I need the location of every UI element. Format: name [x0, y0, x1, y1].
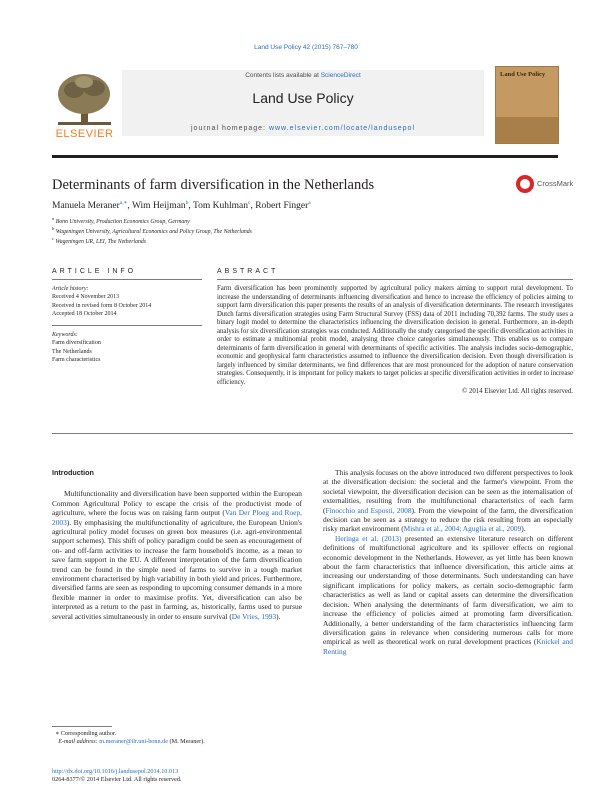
contents-available-line [122, 72, 484, 79]
author-separator: , [188, 201, 193, 212]
author-affiliation-marker[interactable]: c [248, 200, 251, 206]
abstract-text: Farm diversification has been prominently supported by agricultural policy makers aiming to support rural development. To increase the understanding of determinants influencing diversification and hence to increase the efficiency of policies aiming to support farm diversification this paper presents the results of an analysis of diversification determinants. The research investigates Dutch farms diversification strategies using Farm Structural Survey (FSS) data of 2011 including 70,392 farms. The study uses a binary logit model to determine the characteristics influencing the diversification decision in general. Furthermore, an in-depth analysis for six diversification strategies was conducted. Additionally the study categorised the specific diversification activities in order to estimate a multinomial probit model, analysing three choice categories simultaneously. This enables us to compare determinants of farm diversification in general with determinants of specific activities. The analysis includes socio-demographic, economic and geophysical farm characteristics assumed to influence the diversification decision. Even though diversification is largely influenced by similar determinants, we find differences that are most pronounced for the adoption of nature conservation strategies. Consequently, it is important for policy makers to target policies at specific diversification activities in order to increase efficiency. [217, 285, 573, 387]
crossmark-button[interactable] [516, 175, 574, 193]
author-separator: , [250, 201, 256, 212]
journal-homepage-line [122, 125, 484, 132]
publisher-logo-text: ELSEVIER [55, 128, 114, 140]
doi-block [52, 768, 302, 784]
footnote-rule [52, 726, 112, 727]
body-paragraph [323, 468, 573, 534]
affiliation-marker: b [52, 226, 55, 231]
article-info-rule [52, 279, 202, 280]
journal-citation[interactable]: Land Use Policy 42 (2015) 767–780 [254, 44, 358, 51]
footnote-marker: ∗ [55, 730, 60, 737]
journal-header-box [122, 70, 484, 136]
contents-text: Contents lists available at [245, 72, 321, 79]
section-heading-introduction: Introduction [52, 468, 94, 477]
paragraph-text: presented an extensive literature research on different definitions of multifunctional agriculture and its spillover effects on regional economic development in the Netherlands. However, as yet little has been known about the farm characteristics that influence diversification, this article aims at increasing our understanding of those determinants. Such understanding can have significant implications for policy makers, as certain socio-demographic farm characteristics as well as land or capital assets can determine the diversification decision. When analysing the determinants of farm diversification, we aim to increase the efficiency of policies aimed at promoting farm diversification. Additionally, a better understanding of the farm characteristics influencing farm diversification gains in relevance when considering numerous calls for more empirical as well as theoretical work on rural development practices ( [323, 533, 573, 647]
history-item: Received 4 November 2013 [52, 294, 120, 301]
journal-cover-thumbnail[interactable] [495, 66, 559, 144]
header-rule [52, 155, 558, 158]
keyword-item: Farm diversification [52, 340, 101, 347]
paragraph-text: Multifunctionality and diversification have been supported within the European Common Agricultural Policy to escape the crisis of the productivist mode of agriculture, where the focus was on raising farm output ( [52, 489, 302, 518]
homepage-label: journal homepage: [191, 125, 269, 132]
keyword-item: The Netherlands [52, 348, 92, 355]
author-affiliation-marker[interactable]: a [308, 200, 311, 206]
history-label: Article history: [52, 286, 89, 292]
paragraph-text: ). From the viewpoint of the farm, the diversification decision can be seen as a strategy to reduce the risk resulting from an especially risky market environment ( [323, 505, 573, 534]
affiliation-marker: a [52, 216, 55, 221]
author-name[interactable]: Manuela Meraner [52, 201, 120, 212]
abstract-heading: ABSTRACT [217, 268, 279, 275]
article-history [52, 285, 202, 319]
journal-banner [52, 70, 557, 150]
abstract-body [217, 285, 573, 396]
cover-title: Land Use Policy [500, 71, 546, 78]
doi-link[interactable]: http://dx.doi.org/10.1016/j.landusepol.2014.10.013 [52, 768, 179, 775]
affiliation [52, 226, 252, 235]
footnote-text: Corresponding author. [60, 730, 117, 737]
abstract-bottom-rule [52, 433, 573, 434]
citation-link[interactable]: De Vries, 1993 [231, 611, 277, 621]
crossmark-icon [516, 175, 534, 193]
author-affiliation-marker[interactable]: a,∗ [119, 200, 128, 206]
email-suffix: (M. Meraner). [167, 738, 205, 745]
email-label: E-mail address: [58, 738, 100, 745]
author-list [52, 200, 311, 211]
affiliation-marker: c [52, 236, 54, 241]
author-affiliation-marker[interactable]: b [185, 200, 189, 206]
history-item: Received in revised form 8 October 2014 [52, 302, 152, 309]
left-column [52, 468, 302, 621]
abstract-copyright: © 2014 Elsevier Ltd. All rights reserved. [462, 387, 573, 395]
article-info-heading: ARTICLE INFO [52, 268, 137, 275]
article-title: Determinants of farm diversification in the Netherlands [52, 177, 375, 193]
body-paragraph [52, 489, 302, 621]
author-name[interactable]: Robert Finger [255, 201, 309, 212]
author-name[interactable]: Wim Heijman [131, 201, 186, 212]
citation-link[interactable]: Knickel and Renting [323, 637, 573, 656]
homepage-link[interactable]: www.elsevier.com/locate/landusepol [268, 125, 415, 132]
history-item: Accepted 18 October 2014 [52, 311, 117, 318]
sciencedirect-link[interactable]: ScienceDirect [320, 72, 361, 79]
affiliation [52, 236, 146, 245]
citation-link[interactable]: Heringa et al. (2013) [335, 533, 402, 543]
corresponding-author-footnote [52, 730, 302, 746]
affiliation-text: Wageningen University, Agricultural Economics and Policy Group, The Netherlands [55, 228, 252, 235]
affiliation [52, 216, 190, 225]
abstract-rule [217, 279, 573, 280]
keyword-item: Farm characteristics [52, 357, 101, 364]
citation-link[interactable]: Mishra et al., 2004; Aguglia et al., 2009 [403, 524, 522, 534]
keywords-rule [52, 325, 202, 326]
paragraph-text: ). [521, 524, 526, 534]
footnote-line [52, 730, 302, 738]
paragraph-text: ). By emphasising the multifunctionality of agriculture, the European Union's agricultural policy model focuses on green box measures (i.e. agri-environmental support schemes). This shift of policy paradigm could be seen as encouragement of on- and off-farm activities to increase the farm household's income, as a mean to save farm support in the EU. A different interpretation of the farm diversification trend can be found in the simple need of farms to survive in a tough market environment characterised by high variability in both yield and prices. Furthermore, diversified farms are seen as responding to upcoming consumer demands in a more flexible manner in order to maximise profits. Yet, diversification can also be interpreted as a return to the past in farming, as, historically, farms used to pursue several activities simultaneously in order to ensure survival ( [52, 517, 302, 621]
email-link[interactable]: m.meraner@ilr.uni-bonn.de [99, 738, 168, 745]
affiliation-text: Wageningen UR, LEI, The Netherlands [55, 238, 147, 245]
keywords-label: Keywords: [52, 332, 78, 338]
citation-link[interactable]: Van Der Ploeg and Roep, 2003 [52, 508, 302, 527]
cover-image-band [496, 117, 558, 143]
affiliation-text: Bonn University, Production Economics Group, Germany [55, 218, 190, 225]
author-separator: , [127, 201, 132, 212]
body-paragraph [323, 534, 573, 656]
citation-link[interactable]: Finocchio and Esposti, 2008 [325, 505, 412, 515]
paragraph-text: ). [276, 611, 281, 621]
keywords [52, 331, 202, 365]
paragraph-text: This analysis focuses on the above introduced two different perspectives to look at the diversification decision: the societal and the farmer's viewpoint. From the societal viewpoint, the diversification decision can be seen as the internalisation of externalities, resulting from the multifunctional characteristics of each farm ( [323, 468, 573, 515]
author-name[interactable]: Tom Kuhlman [193, 201, 249, 212]
right-column [323, 468, 573, 656]
crossmark-label: CrossMark [537, 179, 574, 188]
email-line [52, 738, 302, 746]
journal-title: Land Use Policy [252, 90, 354, 106]
issn-line: 0264-8377/© 2014 Elsevier Ltd. All rights reserved. [52, 776, 182, 783]
